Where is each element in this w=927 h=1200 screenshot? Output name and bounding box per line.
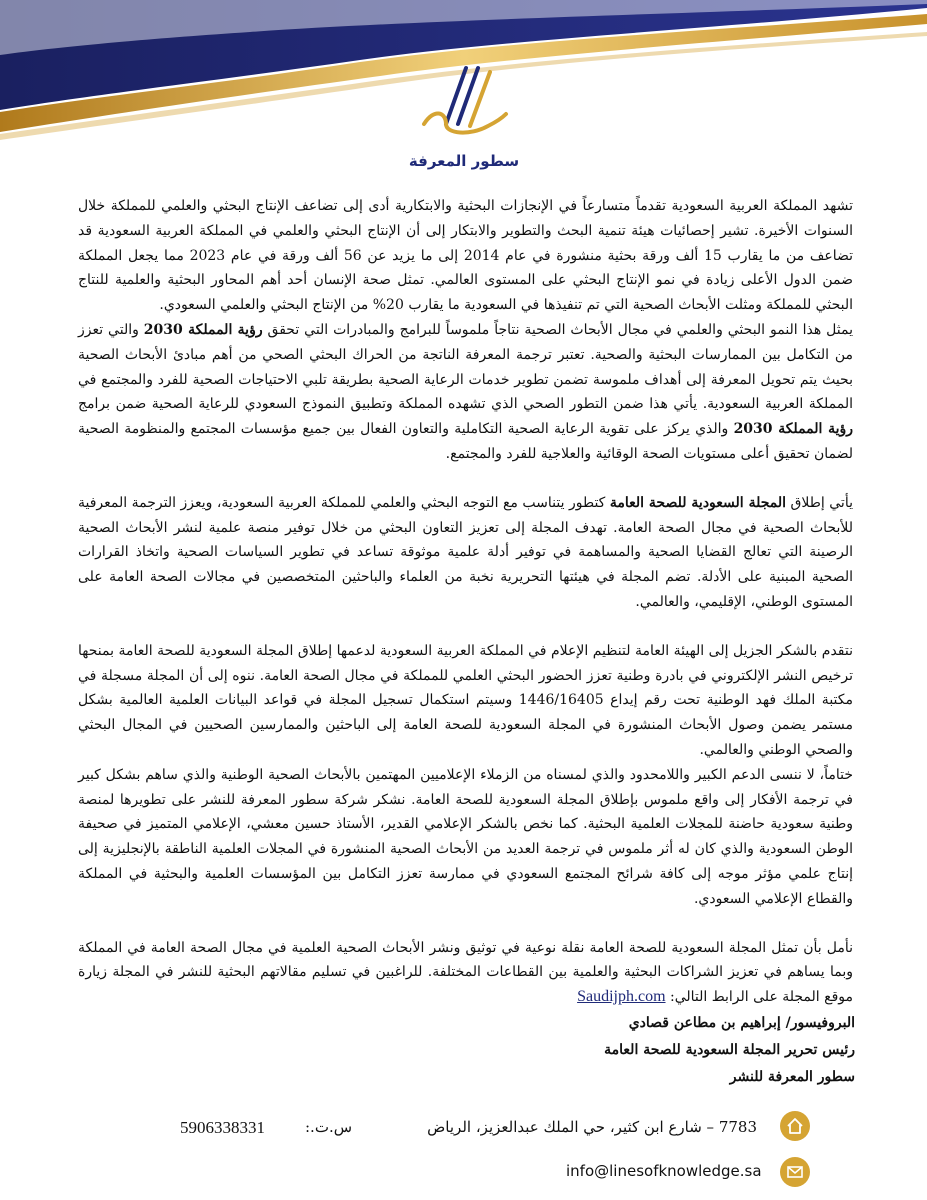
vision-2030-bold: رؤية المملكة 2030: [143, 321, 263, 338]
signatory-name: البروفيسور/ إبراهيم بن مطاعن قصادي: [628, 1015, 855, 1031]
paragraph-closing-thanks: ختاماً، لا ننسى الدعم الكبير واللامحدود والذي لمسناه من الزملاء الإعلاميين المهتمين بالأبحاث الصحية الوطنية والذي ساهم بشكل كبير في ترجمة الأفكار إلى واقع ملموس بإطلاق المجلة السعودية للصحة العامة. نشكر شركة سطور المعرفة للنشر على تطويرها لمنصة وطنية سعودية حاضنة للمجلات العلمية البحثية. كما نخص بالشكر الإعلامي القدير، الأستاذ حسين معشي، الإعلامي المتميز في صحيفة الوطن السعودية والذي كان له أثر ملموس في ترجمة العديد من الأبحاث الصحية المنشورة في المجلات العلمية الناطقة بالإنجليزية إلى إنتاج علمي مؤثر موجه إلى كافة شرائح المجتمع السعودي في ممارسة تعزز التكامل بين المؤسسات العلمية والبحثية في المملكة والقطاع الإعلامي السعودي.: [78, 766, 853, 907]
text-run: والتي تعزز من التكامل بين الممارسات البحثية والصحية. تعتبر ترجمة المعرفة الناتجة من الحراك البحثي الصحي من أهم مبادئ الأبحاث الصحية بحيث يتم تحويل المعرفة إلى أهداف ملموسة تضمن تطوير خدمات الرعاية الصحية بطريقة تلبي الاحتياجات الصحية للفرد والمجتمع في المملكة العربية السعودية. يأتي هذا ضمن التطور الصحي الذي تشهده المملكة وتطبيق النموذج السعودي للرعاية الصحية ضمن برامج: [78, 321, 853, 413]
envelope-icon: [780, 1157, 810, 1187]
paragraph-journal-launch: [78, 491, 853, 615]
paragraph-submission: [78, 936, 853, 1010]
cr-number: 5906338331: [180, 1118, 265, 1137]
address-text: 7783 – شارع ابن كثير، حي الملك عبدالعزيز، الرياض: [427, 1118, 757, 1136]
text-run: كتطور يتناسب مع التوجه البحثي والعلمي للمملكة العربية السعودية، ويعزز الترجمة المعرفية للأبحاث الصحية في مجال الصحة العامة. تهدف المجلة إلى تعزيز التعاون البحثي من خلال توفير منصة علمية لنشر الأبحاث الصحية الرصينة التي تعالج القضايا الصحية والمساهمة في توفير أدلة علمية موثوقة تساعد في تطوير السياسات الصحية واتخاذ القرارات الصحية المبنية على الأدلة. تضم المجلة في هيئتها التحريرية نخبة من العلماء والباحثين المتخصصين في مجالات الصحة العامة على المستوى الوطني، الإقليمي، والعالمي.: [78, 494, 853, 610]
cr-label: س.ت.:: [305, 1118, 353, 1136]
paragraph-research-growth: تشهد المملكة العربية السعودية تقدماً متسارعاً في الإنجازات البحثية والابتكارية أدى إلى تضاعف الإنتاج البحثي والعلمي للمملكة خلال السنوات الأخيرة. تشير إحصائيات هيئة تنمية البحث والتطوير والابتكار إلى أن الإنتاج البحثي والعلمي في المملكة العربية السعودية قد تضاعف من ما يقارب 15 ألف ورقة بحثية منشورة في عام 2014 إلى ما يزيد عن 56 ألف ورقة في عام 2023 مما يجعل المملكة ضمن الدول الأعلى زيادة في نمو الإنتاج البحثي على المستوى العالمي. تمثل صحة الإنسان أحد أهم المحاور البحثية والعلمية للنتاج البحثي للمملكة ومثلت الأبحاث الصحية التي تم تنفيذها في السعودية ما يقارب 20% من الإنتاج البحثي والعلمي السعودي.: [78, 198, 853, 314]
journal-name-bold: المجلة السعودية للصحة العامة: [609, 494, 787, 511]
signature-block: [604, 1010, 855, 1091]
vision-2030-bold: رؤية المملكة 2030: [733, 421, 853, 438]
email-link[interactable]: info@linesofknowledge.sa: [566, 1162, 762, 1180]
signatory-organization: سطور المعرفة للنشر: [729, 1069, 855, 1085]
home-icon: [780, 1111, 810, 1141]
golden-quill-logo-icon: [416, 62, 512, 140]
text-run: نأمل بأن تمثل المجلة السعودية للصحة العامة نقلة نوعية في توثيق ونشر الأبحاث الصحية العلمية في مجال الصحة العامة في المملكة وبما يساهم في تعزيز الشراكات البحثية والعلمية بين القطاعات المختلفة. للراغبين في تسليم مقالاتهم البحثية للنشر في المجلة زيارة موقع المجلة على الرابط التالي:: [78, 939, 853, 1006]
text-run: يأتي إطلاق: [786, 494, 853, 511]
paragraph-acknowledgement: نتقدم بالشكر الجزيل إلى الهيئة العامة لتنظيم الإعلام في المملكة العربية السعودية لدعمها إطلاق المجلة السعودية للصحة العامة بمنحها ترخيص النشر الإلكتروني في بادرة وطنية تعزز الحضور البحثي العلمي للمملكة في مجال الصحة العامة. ننوه إلى أن المجلة مسجلة في مكتبة الملك فهد الوطنية تحت رقم إيداع 1446/16405 وسيتم استكمال تسجيل المجلة في قواعد البيانات العلمية العالمية بشكل مستمر يضمن وصول الأبحاث المنشورة في المجلة السعودية للصحة العامة إلى الباحثين والممارسين الصحيين في المجال البحثي والصحي الوطني والعالمي.: [78, 642, 853, 758]
website-link[interactable]: Saudijph.com: [577, 988, 666, 1006]
signatory-title: رئيس تحرير المجلة السعودية للصحة العامة: [604, 1042, 855, 1058]
text-run: يمثل هذا النمو البحثي والعلمي في مجال الأبحاث الصحية نتاجاً ملموساً للبرامج والمبادرات التي تحقق: [262, 321, 853, 338]
text-run: والذي يركز على تقوية الرعاية الصحية التكاملية والتعاون الفعال بين جميع مؤسسات المجتمع والمنظومة الصحية لضمان تحقيق أعلى مستويات الصحة الوقائية والعلاجية للفرد والمجتمع.: [78, 421, 853, 462]
brand-name: سطور المعرفة: [408, 152, 520, 170]
letter-body: [78, 194, 853, 1010]
paragraph-vision-2030: [78, 318, 853, 467]
